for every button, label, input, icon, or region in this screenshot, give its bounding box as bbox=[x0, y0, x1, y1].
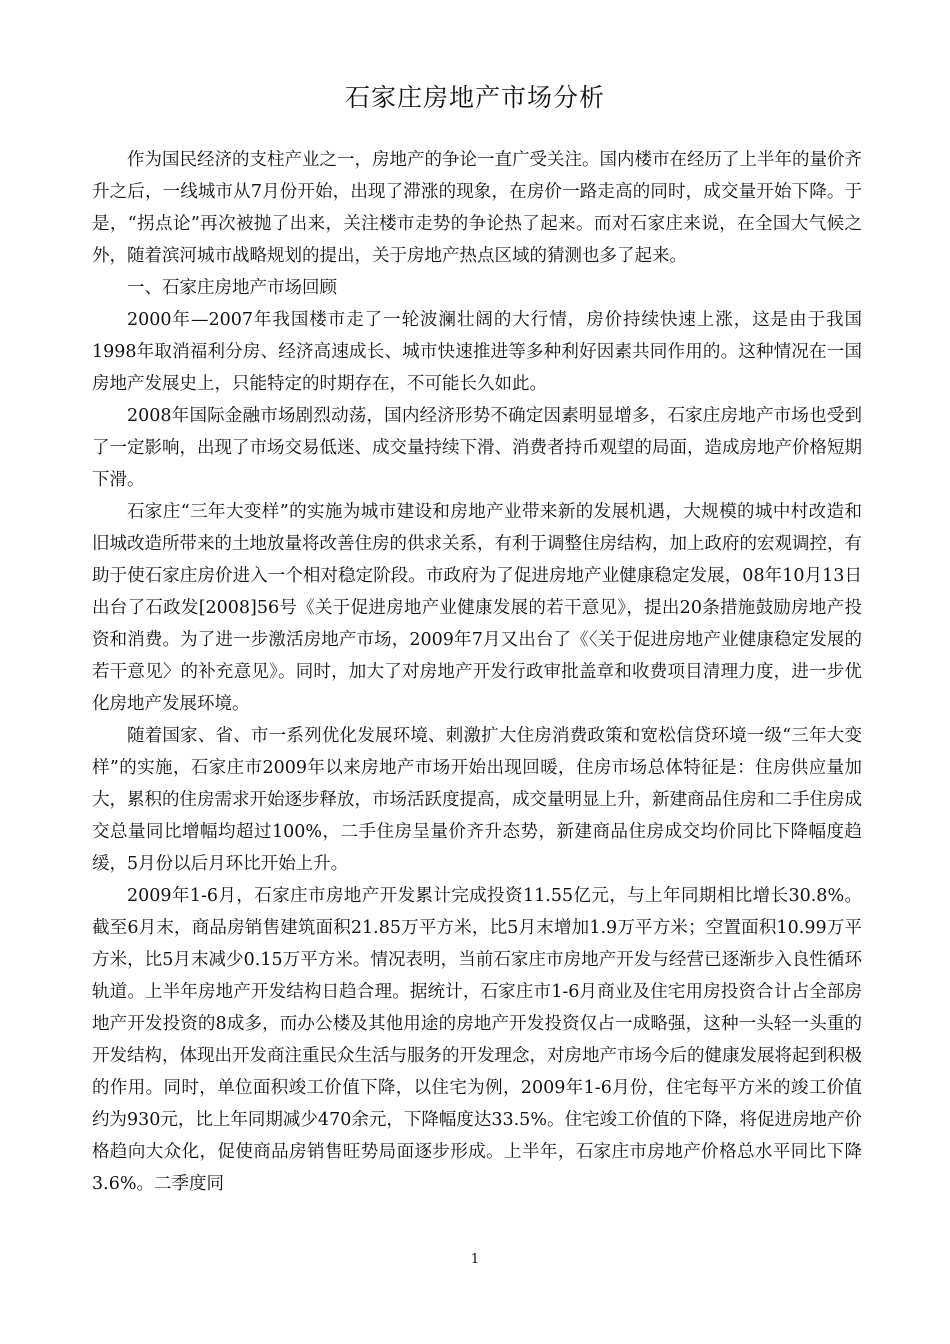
paragraph-2009-recovery: 随着国家、省、市一系列优化发展环境、刺激扩大住房消费政策和宽松信贷环境一级“三年大变样”的实施，石家庄市2009年以来房地产市场开始出现回暖，住房市场总体特征是：住房供应量加大，累积的住房需求开始逐步释放，市场活跃度提高，成交量明显上升，新建商品住房和二手住房成交总量同比增幅均超过100%，二手住房呈量价齐升态势，新建商品住房成交均价同比下降幅度趋缓，5月份以后月环比开始上升。 bbox=[92, 726, 862, 874]
paragraph-2000-2007: 2000年—2007年我国楼市走了一轮波澜壮阔的大行情，房价持续快速上涨，这是由于我国1998年取消福利分房、经济高速成长、城市快速推进等多种利好因素共同作用的。这种情况在一国房地产发展史上，只能特定的时期存在，不可能长久如此。 bbox=[92, 310, 862, 394]
paragraph-2008: 2008年国际金融市场剧烈动荡，国内经济形势不确定因素明显增多，石家庄房地产市场也受到了一定影响，出现了市场交易低迷、成交量持续下滑、消费者持币观望的局面，造成房地产价格短期下滑。 bbox=[92, 406, 862, 490]
document-title: 石家庄房地产市场分析 bbox=[344, 83, 605, 112]
document-body bbox=[92, 144, 862, 1200]
page-number: 1 bbox=[470, 1252, 480, 1267]
section-heading: 一、石家庄房地产市场回顾 bbox=[127, 278, 337, 298]
paragraph-2009-h1-stats: 2009年1-6月，石家庄市房地产开发累计完成投资11.55亿元，与上年同期相比增长30.8%。截至6月末，商品房销售建筑面积21.85万平方米，比5月末增加1.9万平方米；空置面积10.99万平方米，比5月末减少0.15万平方米。情况表明，当前石家庄市房地产开发与经营已逐渐步入良性循环轨道。上半年房地产开发结构日趋合理。据统计，石家庄市1-6月商业及住宅用房投资合计占全部房地产开发投资的8成多，而办公楼及其他用途的房地产开发投资仅占一成略强，这种一头轻一头重的开发结构，体现出开发商注重民众生活与服务的开发理念，对房地产市场今后的健康发展将起到积极的作用。同时，单位面积竣工价值下降，以住宅为例，2009年1-6月份，住宅每平方米的竣工价值约为930元，比上年同期减少470余元，下降幅度达33.5%。住宅竣工价值的下降，将促进房地产价格趋向大众化，促使商品房销售旺势局面逐步形成。上半年，石家庄市房地产价格总水平同比下降3.6%。二季度同 bbox=[92, 886, 862, 1194]
paragraph-three-year-plan: 石家庄“三年大变样”的实施为城市建设和房地产业带来新的发展机遇，大规模的城中村改造和旧城改造所带来的土地放量将改善住房的供求关系，有利于调整住房结构，加上政府的宏观调控，有助于使石家庄房价进入一个相对稳定阶段。市政府为了促进房地产业健康稳定发展，08年10月13日出台了石政发[2008]56号《关于促进房地产业健康发展的若干意见》，提出20条措施鼓励房地产投资和消费。为了进一步激活房地产市场，2009年7月又出台了《〈关于促进房地产业健康稳定发展的若干意见〉的补充意见》。同时，加大了对房地产开发行政审批盖章和收费项目清理力度，进一步优化房地产发展环境。 bbox=[92, 502, 862, 714]
paragraph-intro: 作为国民经济的支柱产业之一，房地产的争论一直广受关注。国内楼市在经历了上半年的量价齐升之后，一线城市从7月份开始，出现了滞涨的现象，在房价一路走高的同时，成交量开始下降。于是，“拐点论”再次被抛了出来，关注楼市走势的争论热了起来。而对石家庄来说，在全国大气候之外，随着滨河城市战略规划的提出，关于房地产热点区域的猜测也多了起来。 bbox=[92, 150, 862, 266]
